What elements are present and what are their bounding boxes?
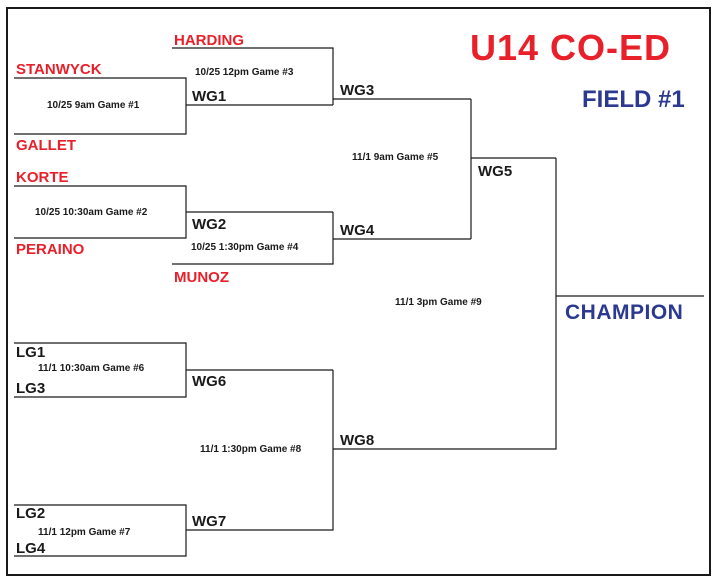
game-4-label: 10/25 1:30pm Game #4	[191, 242, 299, 253]
game-8-label: 11/1 1:30pm Game #8	[200, 444, 302, 455]
slot-wg1: WG1	[192, 88, 227, 105]
slot-wg5: WG5	[478, 163, 513, 180]
game-9-label: 11/1 3pm Game #9	[395, 297, 482, 308]
field-label: FIELD #1	[582, 86, 685, 113]
slot-wg7: WG7	[192, 513, 227, 530]
game-7-label: 11/1 12pm Game #7	[38, 527, 131, 538]
champion-label: CHAMPION	[565, 301, 684, 324]
slot-lg2: LG2	[16, 505, 46, 522]
slot-lg3: LG3	[16, 380, 46, 397]
game-6-label: 11/1 10:30am Game #6	[38, 363, 145, 374]
page-title: U14 CO-ED	[470, 27, 672, 68]
slot-wg2: WG2	[192, 216, 227, 233]
slot-wg8: WG8	[340, 432, 375, 449]
slot-wg4: WG4	[340, 222, 375, 239]
slot-wg3: WG3	[340, 82, 375, 99]
slot-lg4: LG4	[16, 540, 46, 557]
game-5-label: 11/1 9am Game #5	[352, 152, 439, 163]
team-peraino: PERAINO	[16, 241, 85, 258]
game-2-label: 10/25 10:30am Game #2	[35, 207, 148, 218]
team-korte: KORTE	[16, 169, 69, 186]
team-harding: HARDING	[174, 32, 244, 49]
slot-lg1: LG1	[16, 344, 46, 361]
team-munoz: MUNOZ	[174, 269, 229, 286]
game-1-label: 10/25 9am Game #1	[47, 100, 140, 111]
team-gallet: GALLET	[16, 137, 76, 154]
slot-wg6: WG6	[192, 373, 227, 390]
team-stanwyck: STANWYCK	[16, 61, 102, 78]
game-3-label: 10/25 12pm Game #3	[195, 67, 294, 78]
